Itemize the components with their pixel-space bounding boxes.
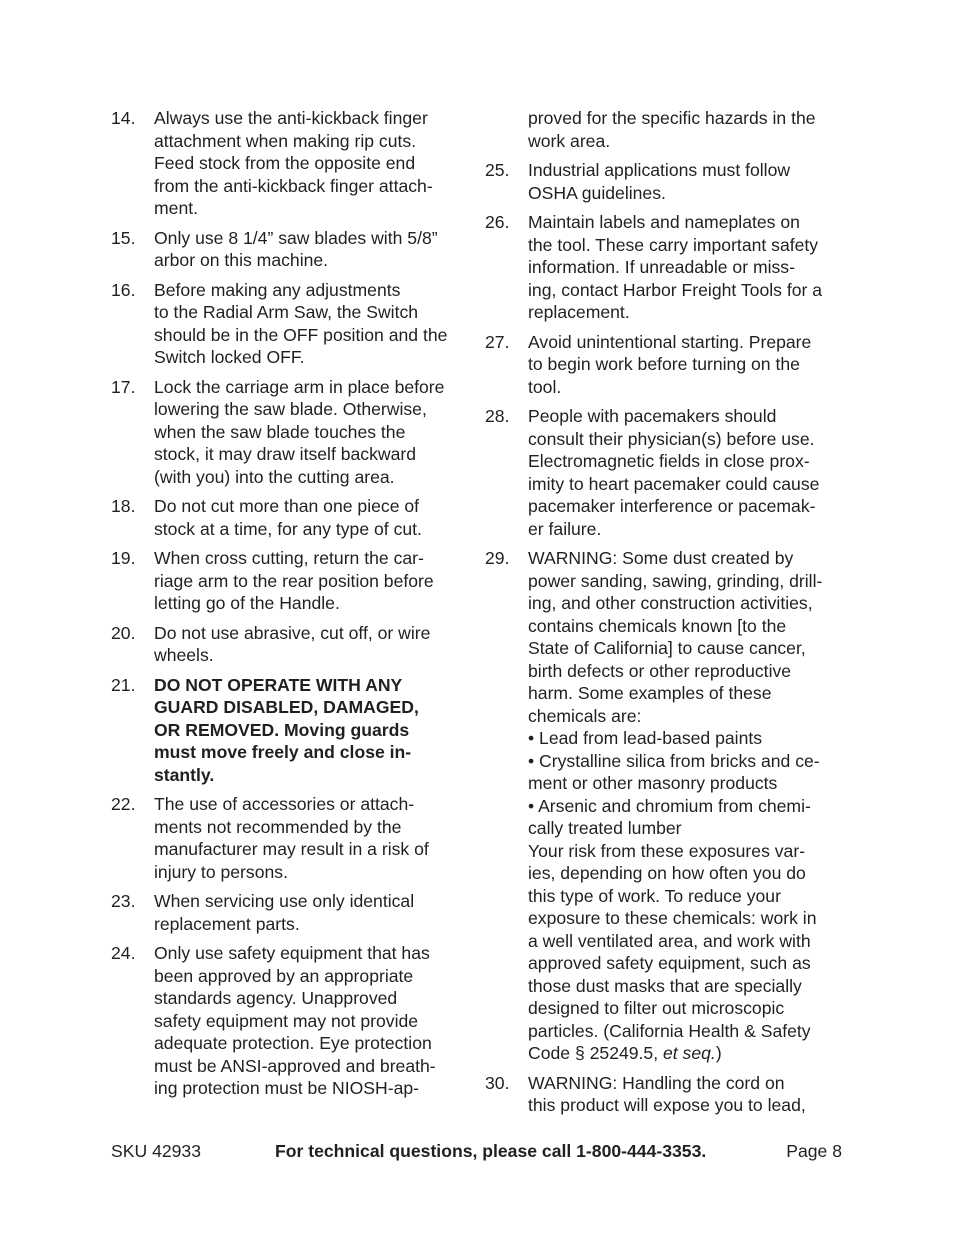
text-line: GUARD DISABLED, DAMAGED, xyxy=(154,697,419,717)
text-line: replacement parts. xyxy=(154,913,300,934)
text-line: Avoid unintentional starting. Prepare xyxy=(528,331,812,352)
text-line: approved safety equipment, such as xyxy=(528,953,811,973)
item-text xyxy=(528,211,847,324)
text-line: WARNING: Handling the cord on xyxy=(528,1072,785,1093)
text-line: should be in the OFF position and the xyxy=(154,324,448,345)
text-line: to the Radial Arm Saw, the Switch xyxy=(154,302,419,322)
text-line: harm. Some examples of these xyxy=(528,683,772,703)
text-line: • Lead from lead-based paints xyxy=(528,728,763,748)
list-item xyxy=(485,331,847,399)
item-text xyxy=(154,942,473,1100)
item-text xyxy=(154,793,473,883)
text-line: manufacturer may result in a risk of xyxy=(154,839,429,859)
text-line: from the anti-kickback finger attach- xyxy=(154,175,433,196)
citation-close: ) xyxy=(715,1043,722,1063)
text-line: Industrial applications must follow xyxy=(528,160,791,180)
list-item xyxy=(485,405,847,540)
text-line: ment or other masonry products xyxy=(528,773,778,793)
text-line: the tool. These carry important safety xyxy=(528,234,819,255)
page-number: Page 8 xyxy=(786,1141,842,1161)
text-line: consult their physician(s) before use. xyxy=(528,428,815,449)
text-line: ies, depending on how often you do xyxy=(528,863,806,883)
list-item xyxy=(485,547,847,1065)
text-line: stock, it may draw itself backward xyxy=(154,444,417,464)
text-line: when the saw blade touches the xyxy=(154,421,406,442)
list-item xyxy=(111,942,473,1100)
text-line: power sanding, sawing, grinding, drill- xyxy=(528,570,823,591)
item-number: 29. xyxy=(485,548,510,568)
page-footer xyxy=(111,1139,842,1163)
text-line: stantly. xyxy=(154,764,215,785)
item-text xyxy=(154,890,473,935)
text-line: safety equipment may not provide xyxy=(154,1010,419,1031)
text-line: OSHA guidelines. xyxy=(528,182,666,203)
text-line: injury to persons. xyxy=(154,861,288,882)
item-number: 17. xyxy=(111,376,136,397)
text-line: particles. (California Health & Safety xyxy=(528,1020,811,1041)
text-line: People with pacemakers should xyxy=(528,406,777,426)
text-line: adequate protection. Eye protection xyxy=(154,1033,432,1053)
citation-italic: et seq. xyxy=(663,1043,716,1063)
item-number: 14. xyxy=(111,108,136,128)
item-number: 26. xyxy=(485,212,510,232)
left-column xyxy=(111,107,473,1107)
list-item xyxy=(485,211,847,324)
right-column xyxy=(485,107,847,1124)
item-number: 28. xyxy=(485,406,510,426)
text-line: this product will expose you to lead, xyxy=(528,1095,806,1115)
list-item xyxy=(111,279,473,369)
text-line: birth defects or other reproductive xyxy=(528,660,792,681)
text-line: Only use 8 1/4” saw blades with 5/8” xyxy=(154,227,438,248)
text-line: Maintain labels and nameplates on xyxy=(528,212,800,232)
text-line: standards agency. Unapproved xyxy=(154,988,398,1008)
text-line: • Arsenic and chromium from chemi- xyxy=(528,795,811,816)
text-line: those dust masks that are specially xyxy=(528,975,802,996)
text-line: Always use the anti-kickback finger xyxy=(154,108,428,128)
item-number: 22. xyxy=(111,794,136,814)
list-item xyxy=(111,890,473,935)
text-line: ing, and other construction activities, xyxy=(528,593,813,613)
text-line: Do not cut more than one piece of xyxy=(154,496,420,516)
code-citation: Code § 25249.5, xyxy=(528,1043,663,1063)
text-line: imity to heart pacemaker could cause xyxy=(528,473,820,494)
item-text xyxy=(528,1072,847,1117)
list-item xyxy=(111,107,473,220)
item-number: 24. xyxy=(111,943,136,963)
text-line xyxy=(528,1042,847,1065)
item-text xyxy=(154,547,473,615)
item-text xyxy=(154,107,473,220)
text-line: must be ANSI-approved and breath- xyxy=(154,1055,436,1076)
text-line: Do not use abrasive, cut off, or wire xyxy=(154,622,431,643)
text-line: information. If unreadable or miss- xyxy=(528,257,795,277)
item-number: 21. xyxy=(111,674,136,695)
item-number: 18. xyxy=(111,496,136,516)
text-line: pacemaker interference or pacemak- xyxy=(528,496,816,516)
text-line: When cross cutting, return the car- xyxy=(154,548,424,568)
text-line: tool. xyxy=(528,376,562,397)
text-line: ing protection must be NIOSH-ap- xyxy=(154,1078,419,1098)
list-item xyxy=(111,622,473,667)
item-text xyxy=(528,405,847,540)
text-line: ing, contact Harbor Freight Tools for a xyxy=(528,279,823,300)
item-text xyxy=(154,376,473,489)
text-line: designed to filter out microscopic xyxy=(528,998,785,1018)
text-line: to begin work before turning on the xyxy=(528,354,800,374)
item-number: 30. xyxy=(485,1072,510,1093)
item-text xyxy=(154,622,473,667)
item-number: 16. xyxy=(111,279,136,300)
text-line: chemicals are: xyxy=(528,705,642,726)
text-line: Electromagnetic fields in close prox- xyxy=(528,451,810,471)
text-line: Your risk from these exposures var- xyxy=(528,840,806,861)
item-number: 15. xyxy=(111,227,136,248)
text-line: ments not recommended by the xyxy=(154,816,402,837)
text-line: When servicing use only identical xyxy=(154,891,415,911)
list-item xyxy=(111,495,473,540)
text-line: ment. xyxy=(154,198,199,218)
text-line: been approved by an appropriate xyxy=(154,965,414,986)
text-line: The use of accessories or attach- xyxy=(154,794,415,814)
text-line: (with you) into the cutting area. xyxy=(154,466,395,487)
tech-support-line: For technical questions, please call 1-800-444-3353. xyxy=(275,1141,707,1161)
text-line: this type of work. To reduce your xyxy=(528,885,781,906)
list-item xyxy=(111,674,473,787)
item-text xyxy=(154,495,473,540)
list-item xyxy=(111,793,473,883)
text-line: Only use safety equipment that has xyxy=(154,943,430,963)
item-number: 19. xyxy=(111,548,136,568)
text-line: Before making any adjustments xyxy=(154,279,401,300)
list-item xyxy=(485,159,847,204)
list-item xyxy=(111,376,473,489)
item-number: 27. xyxy=(485,331,510,352)
sku-label: SKU 42933 xyxy=(111,1141,201,1161)
text-line: cally treated lumber xyxy=(528,818,682,838)
text-line: OR REMOVED. Moving guards xyxy=(154,719,410,740)
item-text xyxy=(528,331,847,399)
item-text xyxy=(528,159,847,204)
list-item xyxy=(111,227,473,272)
text-line: Lock the carriage arm in place before xyxy=(154,376,445,397)
item-text xyxy=(154,227,473,272)
text-line: must move freely and close in- xyxy=(154,742,412,762)
text-line: Feed stock from the opposite end xyxy=(154,153,416,173)
continued-text xyxy=(528,107,847,152)
text-line: a well ventilated area, and work with xyxy=(528,930,811,951)
item-number: 25. xyxy=(485,160,510,180)
item-number: 23. xyxy=(111,891,136,911)
text-line: letting go of the Handle. xyxy=(154,593,340,613)
list-item xyxy=(485,1072,847,1117)
text-line: lowering the saw blade. Otherwise, xyxy=(154,399,427,419)
text-line: wheels. xyxy=(154,645,214,665)
text-line: replacement. xyxy=(528,302,630,322)
text-line: contains chemicals known [to the xyxy=(528,615,787,636)
text-line: er failure. xyxy=(528,518,602,539)
text-line: work area. xyxy=(528,130,611,151)
item-number: 20. xyxy=(111,622,136,643)
text-line: State of California] to cause cancer, xyxy=(528,638,806,658)
text-line: • Crystalline silica from bricks and ce- xyxy=(528,750,820,771)
item-text xyxy=(528,547,847,1065)
text-line: WARNING: Some dust created by xyxy=(528,548,794,568)
text-line: stock at a time, for any type of cut. xyxy=(154,518,422,539)
text-line: attachment when making rip cuts. xyxy=(154,130,417,151)
item-text xyxy=(154,674,473,787)
text-line: riage arm to the rear position before xyxy=(154,570,434,591)
text-line: DO NOT OPERATE WITH ANY xyxy=(154,674,403,695)
text-line: exposure to these chemicals: work in xyxy=(528,908,817,928)
text-line: Switch locked OFF. xyxy=(154,347,305,367)
text-line: arbor on this machine. xyxy=(154,250,329,270)
item-text xyxy=(154,279,473,369)
list-item xyxy=(111,547,473,615)
text-line: proved for the specific hazards in the xyxy=(528,108,816,128)
